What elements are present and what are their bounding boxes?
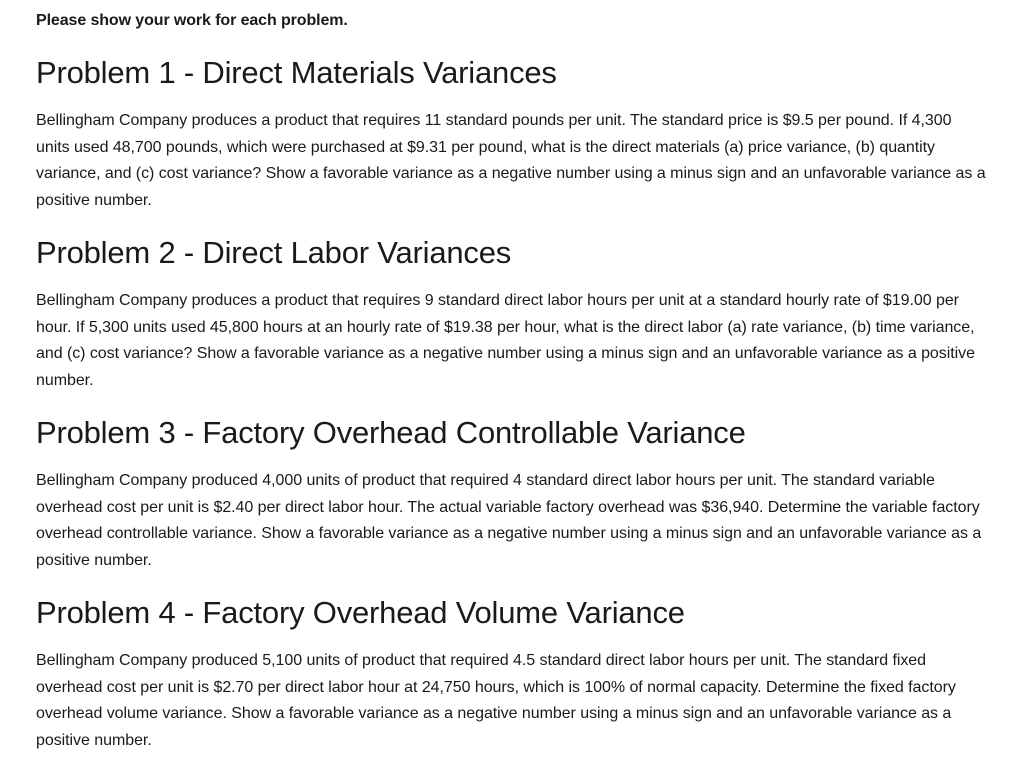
problem-1-body: Bellingham Company produces a product that requires 11 standard pounds per unit. The standard price is $9.5 per pound. If 4,300 units used 48,700 pounds, which were purchased at $9.31 per pound, what is the direct materials (a) price variance, (b) quantity variance, and (c) cost variance? Show a favorable variance as a negative number using a minus sign and an unfavorable variance as a positive number. [36,112,986,210]
problem-4-body: Bellingham Company produced 5,100 units of product that required 4.5 standard direct labor hours per unit. The standard fixed overhead cost per unit is $2.70 per direct labor hour at 24,750 hours, which is 100% of normal capacity. Determine the fixed factory overhead volume variance. Show a favorable variance as a negative number using a minus sign and an unfavorable variance as a positive number. [36,652,956,750]
problem-3-body: Bellingham Company produced 4,000 units of product that required 4 standard direct labor hours per unit. The standard variable overhead cost per unit is $2.40 per direct labor hour. The actual variable factory overhead was $36,940. Determine the variable factory overhead controllable variance. Show a favorable variance as a negative number using a minus sign and an unfavorable variance as a positive number. [36,472,982,570]
problem-2-title: Problem 2 - Direct Labor Variances [36,235,512,270]
problem-1-title: Problem 1 - Direct Materials Variances [36,55,557,90]
problem-4-title: Problem 4 - Factory Overhead Volume Variance [36,595,685,630]
problem-2-body: Bellingham Company produces a product that requires 9 standard direct labor hours per unit at a standard hourly rate of $19.00 per hour. If 5,300 units used 45,800 hours at an hourly rate of $19.38 per hour, what is the direct labor (a) rate variance, (b) time variance, and (c) cost variance? Show a favorable variance as a negative number using a minus sign and an unfavorable variance as a positive number. [36,292,975,390]
instructions-text: Please show your work for each problem. [36,12,348,29]
problem-3-title: Problem 3 - Factory Overhead Controllable Variance [36,415,746,450]
